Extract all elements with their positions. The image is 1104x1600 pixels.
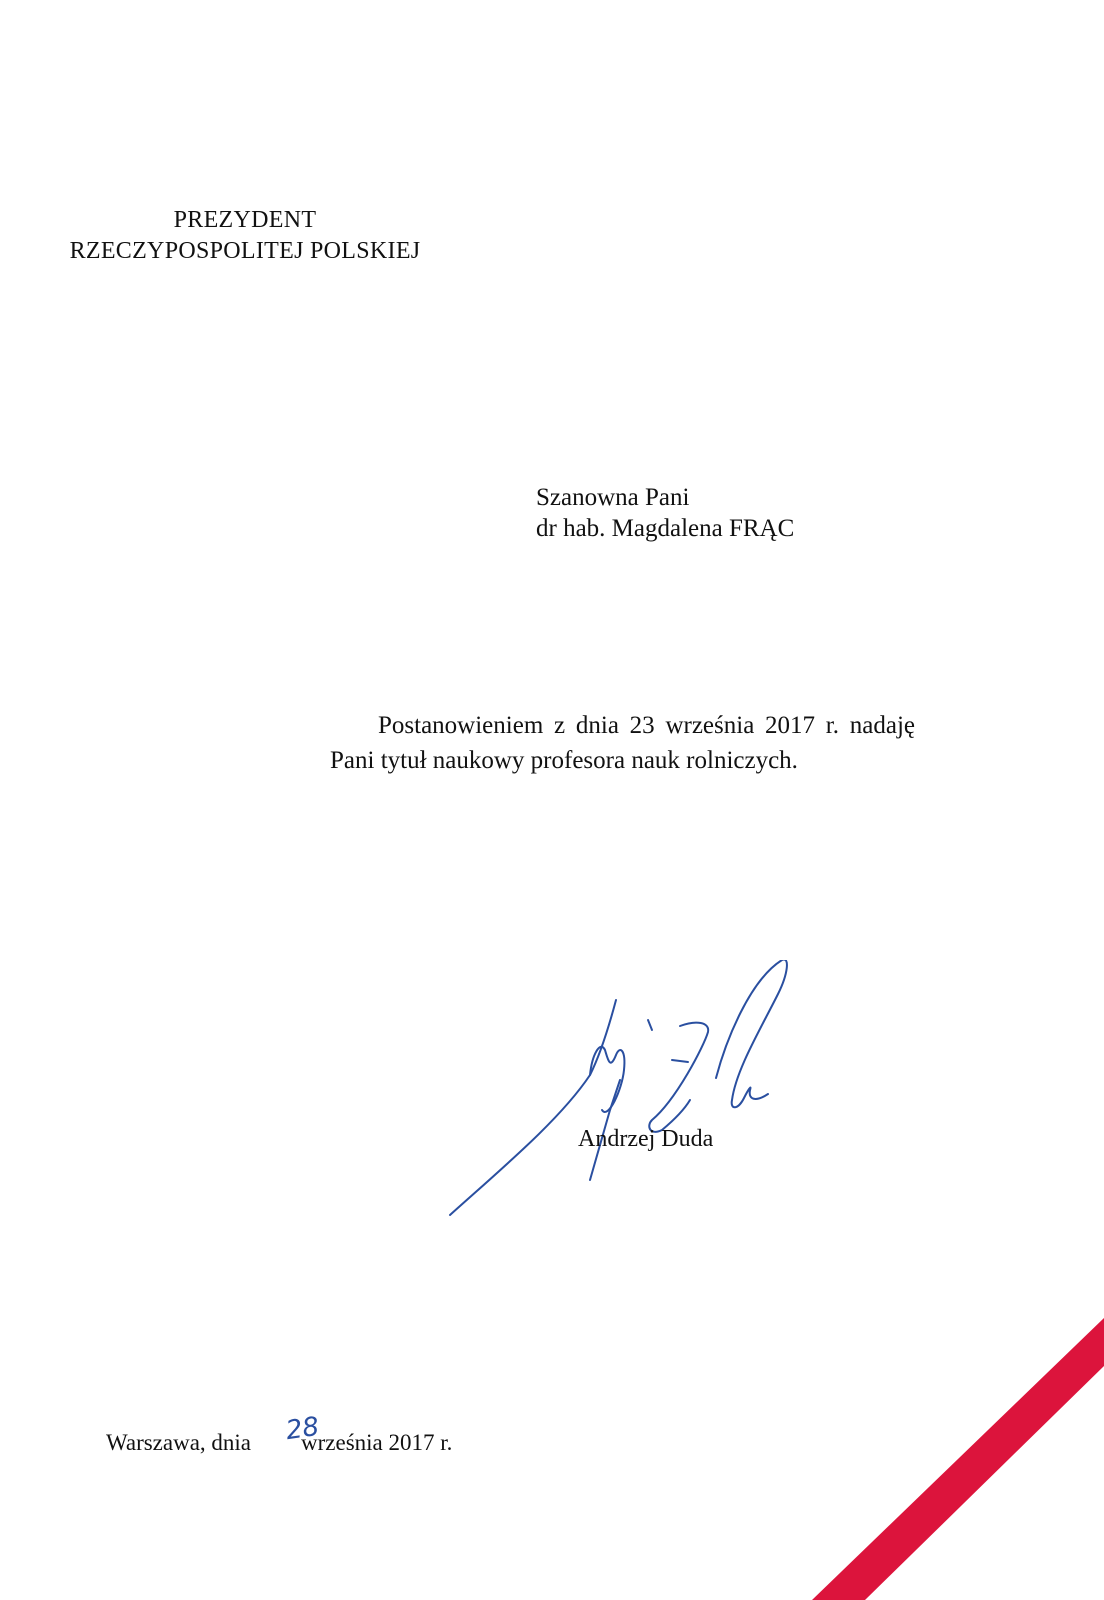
recipient-name: dr hab. Magdalena FRĄC bbox=[536, 515, 795, 542]
letterhead-line-1: PREZYDENT bbox=[173, 207, 317, 233]
date-suffix: września 2017 r. bbox=[301, 1430, 453, 1455]
salutation: Szanowna Pani bbox=[536, 484, 690, 511]
date-prefix: Warszawa, dnia bbox=[106, 1430, 252, 1455]
handwritten-day: 28 bbox=[284, 1411, 322, 1447]
letterhead bbox=[30, 205, 460, 267]
letter-body: Postanowieniem z dnia 23 września 2017 r. nadaję Pani tytuł naukowy profesora nauk rolniczych. bbox=[330, 712, 915, 774]
addressee-block bbox=[536, 482, 794, 544]
date-line bbox=[106, 1428, 452, 1458]
handwritten-signature-icon bbox=[440, 960, 800, 1220]
letterhead-line-2: RZECZYPOSPOLITEJ POLSKIEJ bbox=[69, 238, 421, 264]
signer-name: Andrzej Duda bbox=[578, 1126, 714, 1152]
